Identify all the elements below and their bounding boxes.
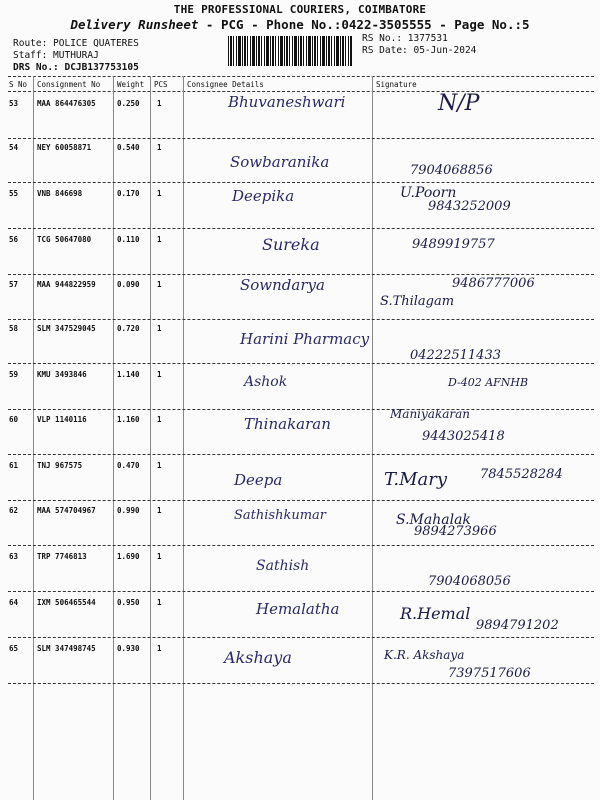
row-consignment-no: SLM 347529045 <box>37 324 96 333</box>
row-phone-handwritten: 9894273966 <box>414 524 497 539</box>
row-weight: 0.930 <box>117 644 140 653</box>
table-row <box>0 642 600 700</box>
rs-number: RS No.: 1377531 <box>362 33 448 44</box>
runsheet-title <box>0 17 600 32</box>
row-consignee-handwritten: Harini Pharmacy <box>240 330 370 348</box>
staff-text: Staff: MUTHURAJ <box>13 50 99 61</box>
row-consignment-no: TNJ 967575 <box>37 461 83 470</box>
row-sno: 58 <box>9 324 19 333</box>
row-consignee-handwritten: Bhuvaneshwari <box>228 93 346 111</box>
row-consignee-handwritten: Deepika <box>232 187 295 205</box>
runsheet-phone-page: - PCG - Phone No.:0422-3505555 - Page No.:5 <box>198 17 530 32</box>
route-text: Route: POLICE QUATERES <box>13 38 139 49</box>
row-signature: D-402 AFNHB <box>448 376 529 389</box>
row-pcs: 1 <box>157 461 162 470</box>
row-sno: 53 <box>9 99 19 108</box>
row-pcs: 1 <box>157 370 162 379</box>
row-sno: 56 <box>9 235 19 244</box>
row-separator <box>8 545 594 546</box>
row-sno: 62 <box>9 506 19 515</box>
row-phone-handwritten: 7397517606 <box>448 666 531 681</box>
company-title: THE PROFESSIONAL COURIERS, COIMBATORE <box>173 3 427 16</box>
row-pcs: 1 <box>157 189 162 198</box>
col-header-pcs: PCS <box>154 80 168 89</box>
row-weight: 0.950 <box>117 598 140 607</box>
row-weight: 0.170 <box>117 189 140 198</box>
col-header-consignee: Consignee Details <box>187 80 264 89</box>
row-phone-handwritten: 9894791202 <box>476 618 559 633</box>
header-rule-bottom <box>8 91 594 92</box>
drs-number: DRS No.: DCJB137753105 <box>13 62 139 73</box>
row-phone-handwritten: 7904068856 <box>410 163 493 178</box>
row-consignment-no: VLP 1140116 <box>37 415 87 424</box>
row-sno: 60 <box>9 415 19 424</box>
row-consignee-handwritten: Sathish <box>256 558 310 574</box>
row-phone-handwritten: 7904068056 <box>428 574 511 589</box>
row-separator <box>8 409 594 410</box>
row-separator <box>8 454 594 455</box>
row-weight: 1.690 <box>117 552 140 561</box>
row-consignee-handwritten: Ashok <box>244 374 288 390</box>
col-header-consignment: Consignment No <box>37 80 101 89</box>
row-signature: U.Poorn <box>400 185 457 201</box>
row-separator <box>8 637 594 638</box>
row-consignee-handwritten: Hemalatha <box>256 600 340 618</box>
row-separator <box>8 138 594 139</box>
row-weight: 1.160 <box>117 415 140 424</box>
row-pcs: 1 <box>157 324 162 333</box>
row-sno: 55 <box>9 189 19 198</box>
row-sno: 54 <box>9 143 19 152</box>
row-consignee-handwritten: Thinakaran <box>244 415 331 433</box>
row-signature: S.Thilagam <box>380 294 455 309</box>
col-header-signature: Signature <box>376 80 417 89</box>
row-phone-handwritten: 7845528284 <box>480 467 563 482</box>
rs-date: RS Date: 05-Jun-2024 <box>362 45 477 56</box>
row-consignment-no: SLM 347498745 <box>37 644 96 653</box>
row-signature: T.Mary <box>384 469 448 490</box>
row-consignee-handwritten: Sathishkumar <box>234 508 326 523</box>
row-separator <box>8 591 594 592</box>
row-consignee-handwritten: Akshaya <box>224 648 292 667</box>
row-separator <box>8 500 594 501</box>
row-sno: 57 <box>9 280 19 289</box>
row-weight: 0.110 <box>117 235 140 244</box>
row-weight: 0.720 <box>117 324 140 333</box>
row-pcs: 1 <box>157 644 162 653</box>
row-consignment-no: KMU 3493846 <box>37 370 87 379</box>
header-rule-top <box>8 76 594 77</box>
row-consignment-no: TCG 50647080 <box>37 235 92 244</box>
barcode <box>228 36 352 66</box>
row-separator <box>8 182 594 183</box>
row-phone-handwritten: 9443025418 <box>422 429 505 444</box>
row-separator <box>8 228 594 229</box>
row-signature: K.R. Akshaya <box>384 648 465 662</box>
row-signature: S.Mahalak <box>396 512 471 528</box>
row-weight: 0.470 <box>117 461 140 470</box>
row-separator <box>8 363 594 364</box>
row-phone-handwritten: 9489919757 <box>412 237 495 252</box>
row-phone-handwritten: 9843252009 <box>428 199 511 214</box>
row-pcs: 1 <box>157 99 162 108</box>
row-pcs: 1 <box>157 598 162 607</box>
row-consignment-no: MAA 864476305 <box>37 99 96 108</box>
row-sno: 65 <box>9 644 19 653</box>
row-signature: R.Hemal <box>400 604 471 623</box>
col-header-weight: Weight <box>117 80 145 89</box>
row-separator <box>8 683 594 684</box>
row-separator <box>8 274 594 275</box>
row-phone-handwritten: 9486777006 <box>452 276 535 291</box>
row-consignee-handwritten: Sowbaranika <box>230 153 330 171</box>
row-sno: 63 <box>9 552 19 561</box>
row-consignee-handwritten: Deepa <box>234 471 283 489</box>
row-sno: 64 <box>9 598 19 607</box>
row-weight: 0.540 <box>117 143 140 152</box>
row-consignment-no: NEY 60058871 <box>37 143 92 152</box>
col-header-sno: S No <box>9 80 28 89</box>
row-pcs: 1 <box>157 552 162 561</box>
row-pcs: 1 <box>157 235 162 244</box>
row-consignee-handwritten: Sowndarya <box>240 276 325 294</box>
row-consignment-no: MAA 944822959 <box>37 280 96 289</box>
row-signature: Maniyakaran <box>390 407 470 421</box>
row-weight: 1.140 <box>117 370 140 379</box>
row-sno: 59 <box>9 370 19 379</box>
runsheet-label: Delivery Runsheet <box>70 17 199 32</box>
row-separator <box>8 319 594 320</box>
row-signature: N/P <box>438 91 480 116</box>
row-weight: 0.090 <box>117 280 140 289</box>
row-pcs: 1 <box>157 280 162 289</box>
row-consignment-no: TRP 7746813 <box>37 552 87 561</box>
row-pcs: 1 <box>157 506 162 515</box>
row-consignment-no: MAA 574704967 <box>37 506 96 515</box>
row-consignment-no: IXM 506465544 <box>37 598 96 607</box>
row-phone-handwritten: 04222511433 <box>410 348 501 363</box>
row-sno: 61 <box>9 461 19 470</box>
row-pcs: 1 <box>157 143 162 152</box>
row-weight: 0.250 <box>117 99 140 108</box>
row-consignee-handwritten: Sureka <box>262 235 320 254</box>
row-pcs: 1 <box>157 415 162 424</box>
row-consignment-no: VNB 846698 <box>37 189 83 198</box>
row-weight: 0.990 <box>117 506 140 515</box>
